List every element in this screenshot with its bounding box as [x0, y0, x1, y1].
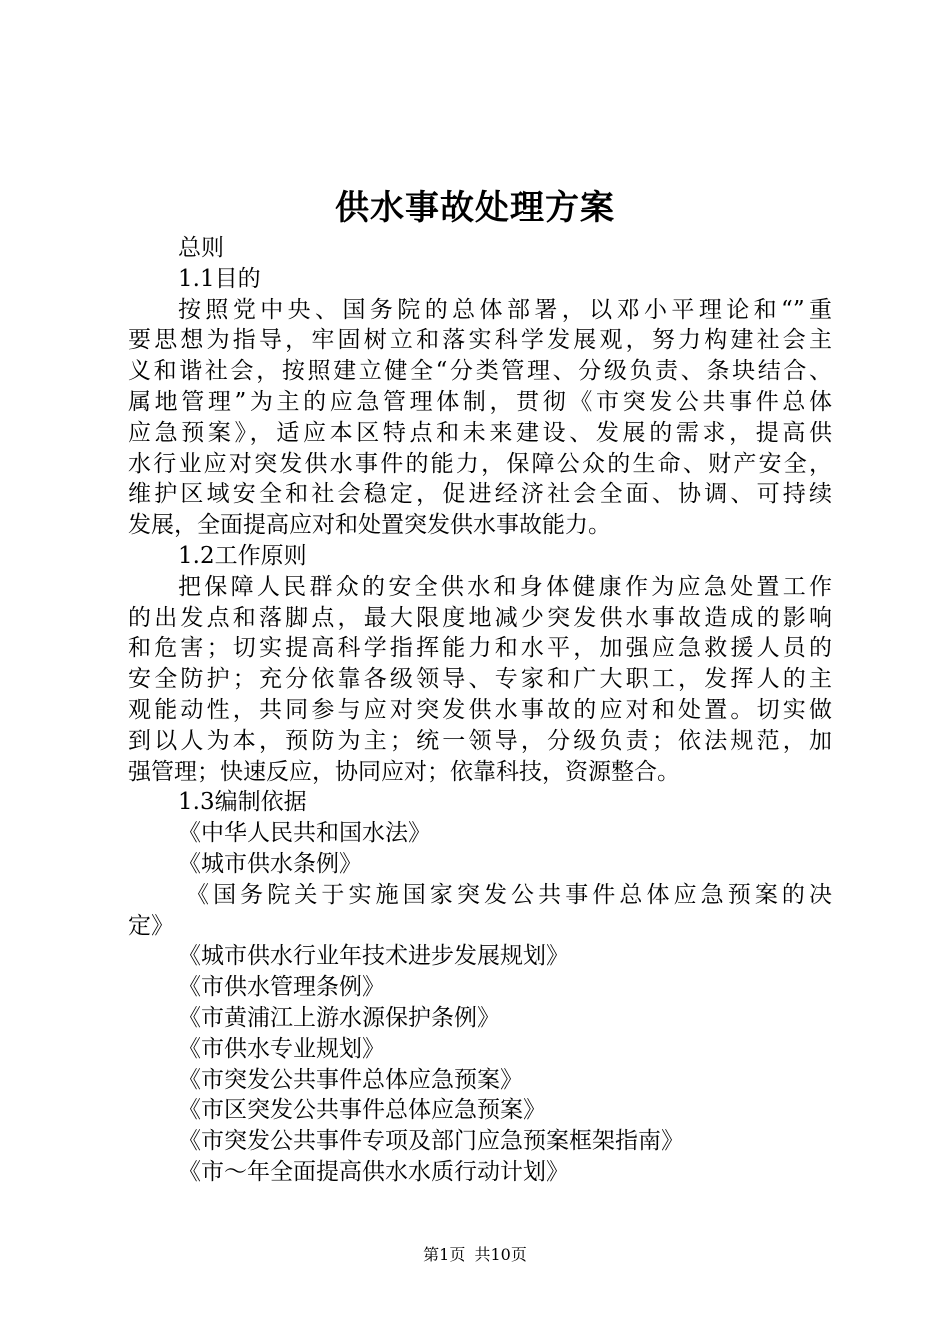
subsection-heading-purpose: 1.1目的	[178, 265, 261, 292]
paragraph-line: 和危害；切实提高科学指挥能力和水平，加强应急救援人员的	[128, 635, 832, 662]
paragraph-line: 强管理；快速反应，协同应对；依靠科技，资源整合。	[128, 758, 680, 785]
page-number: 第1页	[423, 1245, 466, 1264]
page-total: 共10页	[474, 1245, 527, 1264]
reference-item: 《国务院关于实施国家突发公共事件总体应急预案的决	[186, 881, 832, 908]
reference-item: 《中华人民共和国水法》	[178, 820, 431, 847]
reference-item: 《市突发公共事件专项及部门应急预案框架指南》	[178, 1128, 684, 1155]
paragraph-line: 应急预案》，适应本区特点和未来建设、发展的需求，提高供	[128, 419, 832, 446]
paragraph-line: 义和谐社会，按照建立健全“分类管理、分级负责、条块结合、	[128, 358, 832, 385]
paragraph-line: 安全防护；充分依靠各级领导、专家和广大职工，发挥人的主	[128, 666, 832, 693]
document-title: 供水事故处理方案	[335, 188, 615, 228]
reference-item: 《市供水专业规划》	[178, 1035, 385, 1062]
paragraph-line: 把保障人民群众的安全供水和身体健康作为应急处置工作	[178, 573, 832, 600]
paragraph-line: 水行业应对突发供水事件的能力，保障公众的生命、财产安全，	[128, 450, 832, 477]
reference-item: 《市～年全面提高供水水质行动计划》	[178, 1158, 569, 1185]
reference-item-continuation: 定》	[128, 912, 174, 939]
paragraph-line: 到以人为本，预防为主；统一领导，分级负责；依法规范，加	[128, 727, 832, 754]
reference-item: 《市突发公共事件总体应急预案》	[178, 1066, 523, 1093]
reference-item: 《市供水管理条例》	[178, 974, 385, 1001]
subsection-heading-basis: 1.3编制依据	[178, 789, 307, 816]
paragraph-line: 发展，全面提高应对和处置突发供水事故能力。	[128, 512, 611, 539]
reference-item: 《城市供水条例》	[178, 850, 362, 877]
section-heading-general: 总则	[178, 235, 224, 261]
paragraph-line: 要思想为指导，牢固树立和落实科学发展观，努力构建社会主	[128, 327, 832, 354]
reference-item: 《城市供水行业年技术进步发展规划》	[178, 943, 569, 970]
paragraph-line: 按照党中央、国务院的总体部署，以邓小平理论和“”重	[178, 296, 832, 323]
page-footer	[0, 1245, 950, 1265]
paragraph-line: 属地管理”为主的应急管理体制，贯彻《市突发公共事件总体	[128, 388, 832, 415]
paragraph-line: 维护区域安全和社会稳定，促进经济社会全面、协调、可持续	[128, 481, 832, 508]
reference-item: 《市黄浦江上游水源保护条例》	[178, 1004, 500, 1031]
paragraph-line: 观能动性，共同参与应对突发供水事故的应对和处置。切实做	[128, 696, 832, 723]
reference-item: 《市区突发公共事件总体应急预案》	[178, 1097, 546, 1124]
document-body	[128, 233, 832, 1188]
subsection-heading-principles: 1.2工作原则	[178, 542, 307, 569]
paragraph-line: 的出发点和落脚点，最大限度地减少突发供水事故造成的影响	[128, 604, 832, 631]
